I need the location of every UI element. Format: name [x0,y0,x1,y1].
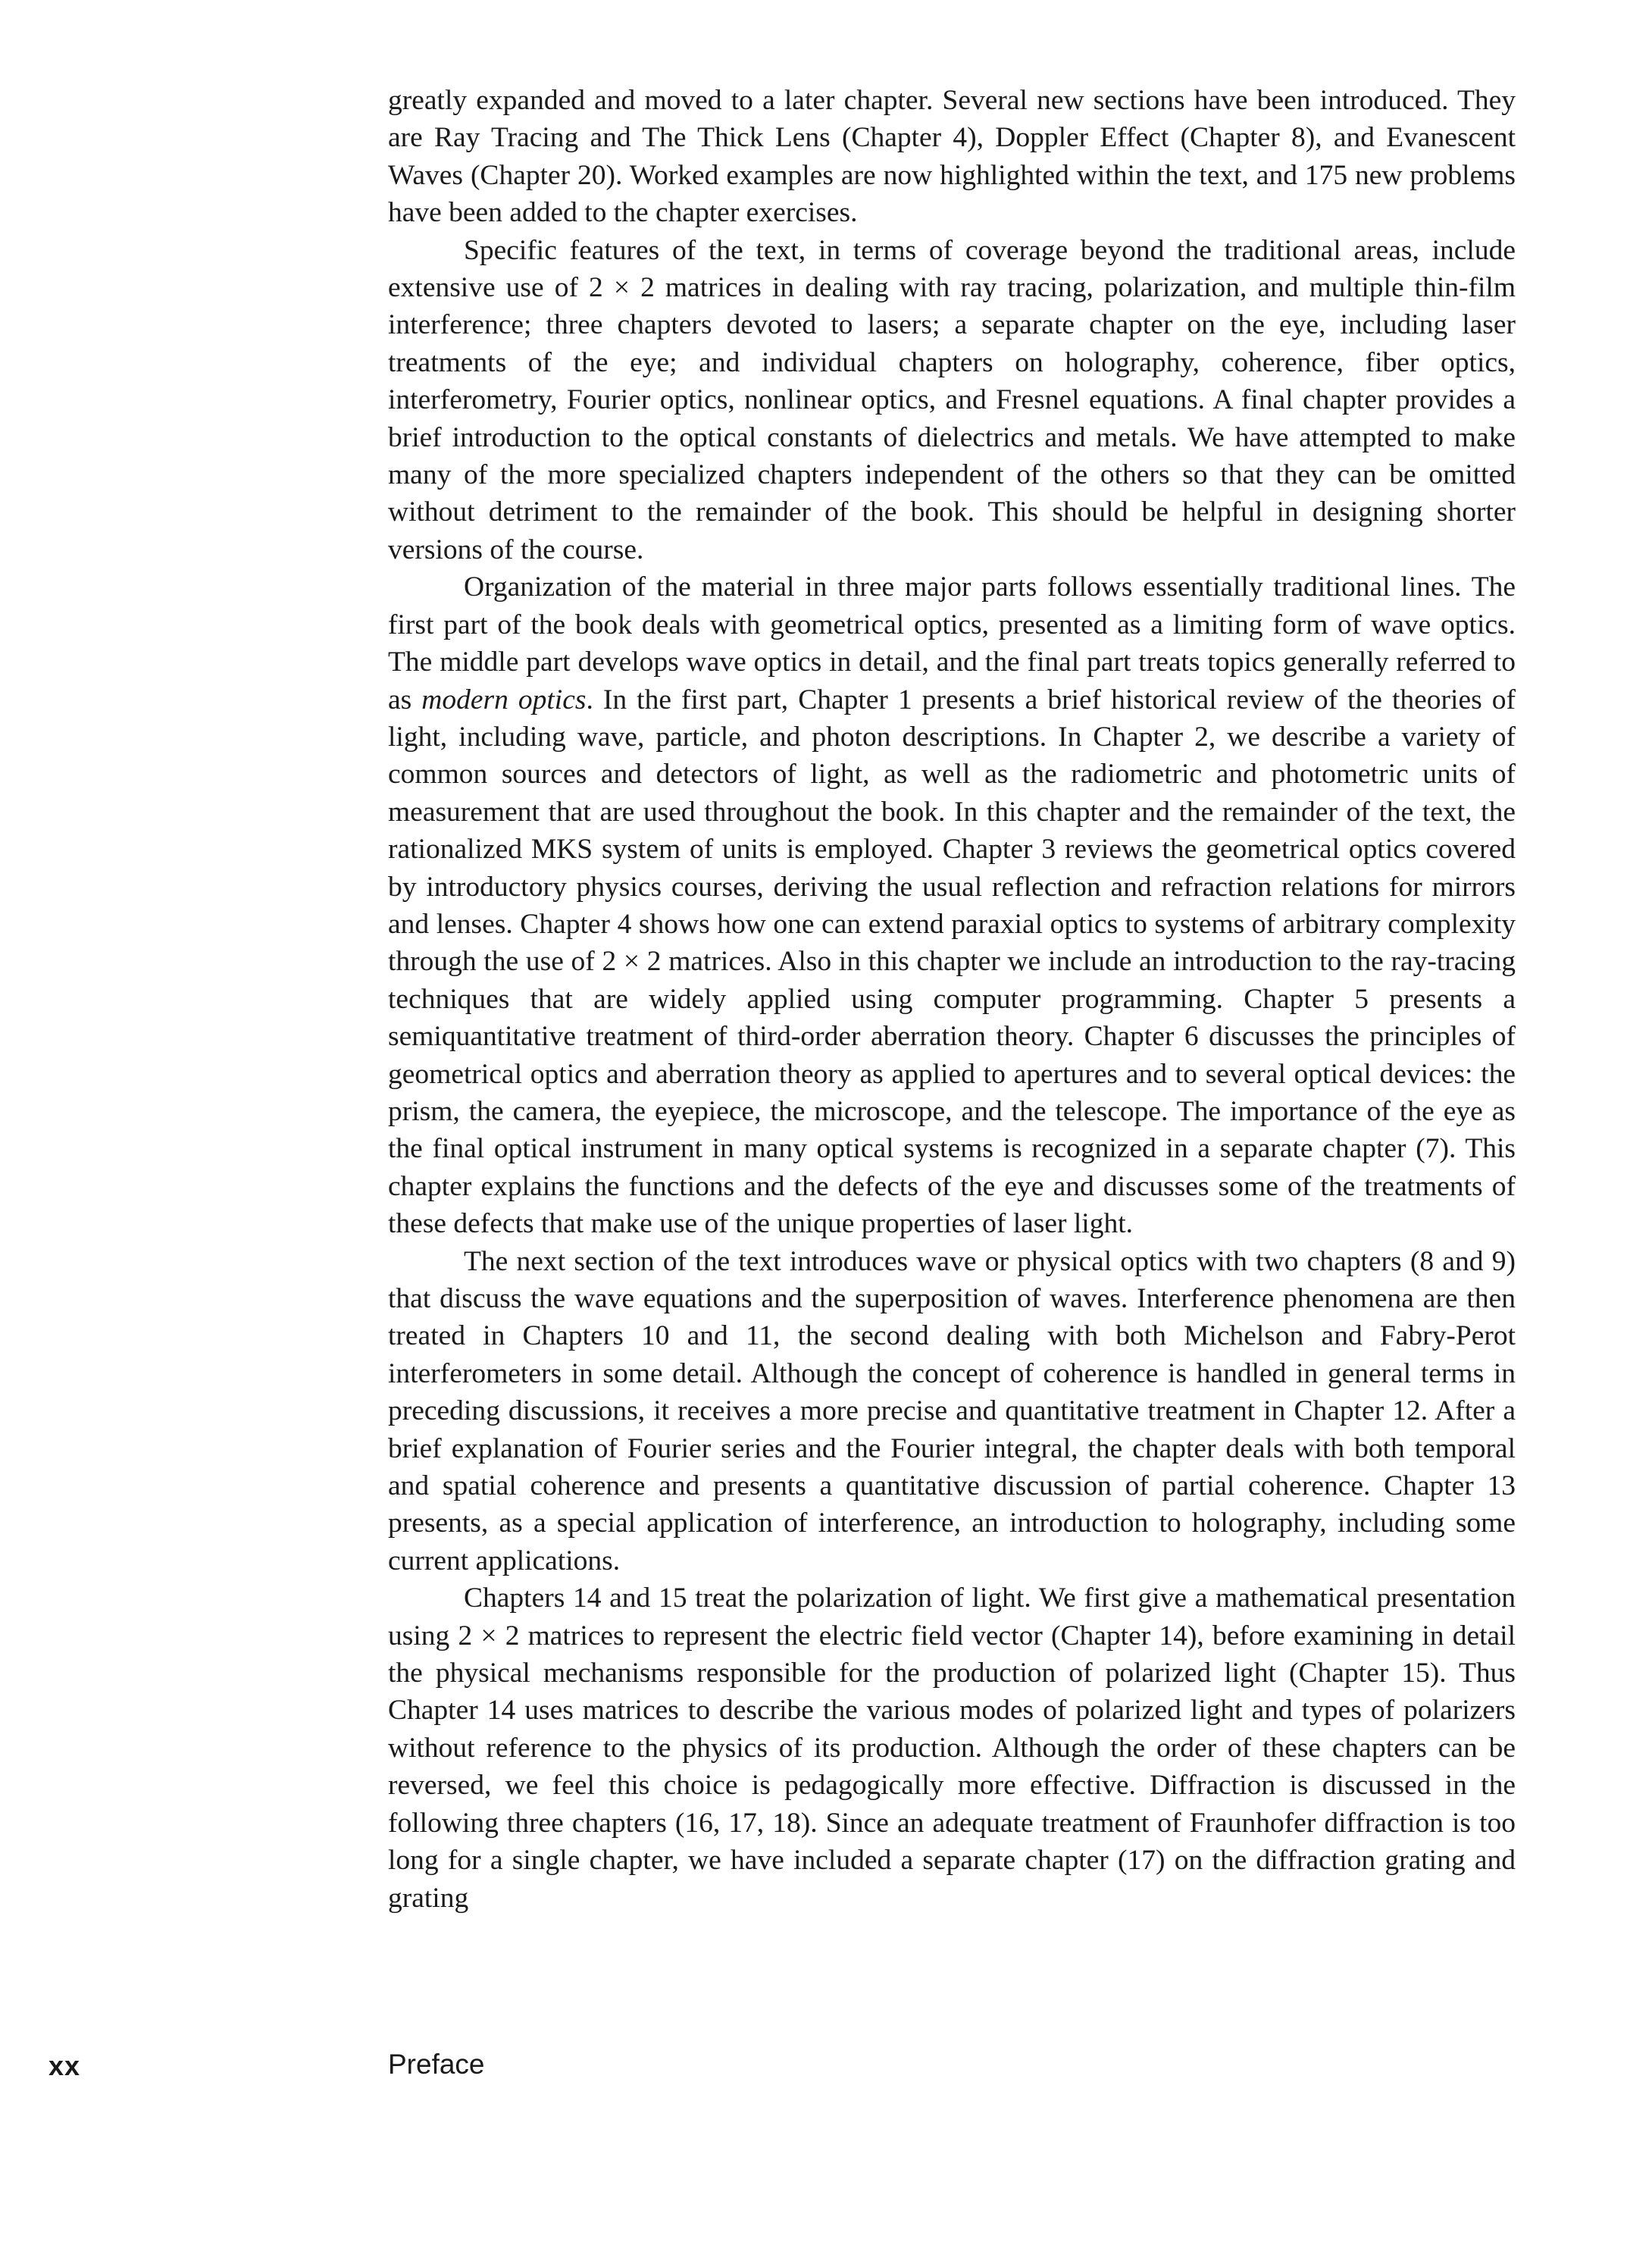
paragraph-3 [388,568,1516,1242]
paragraph-2: Specific features of the text, in terms of coverage beyond the traditional areas, include extensive use of 2 × 2 matrices in dealing with ray tracing, polarization, and multiple thin-film interference; three chapters devoted to lasers; a separate chapter on the eye, including laser treatments of the eye; and individual chapters on holography, coherence, fiber optics, interferometry, Fourier optics, nonlinear optics, and Fresnel equations. A final chapter provides a brief introduction to the optical constants of dielectrics and metals. We have attempted to make many of the more specialized chapters independent of the others so that they can be omitted without detriment to the remainder of the book. This should be helpful in designing shorter versions of the course. [388,234,1516,565]
paragraph-4: The next section of the text introduces wave or physical optics with two chapters (8 and 9) that discuss the wave equations and the superposition of waves. Interference phenomena are then treated in Chapters 10 and 11, the second dealing with both Michelson and Fabry-Perot interferometers in some detail. Although the concept of coherence is handled in general terms in preceding discussions, it receives a more precise and quantitative treatment in Chapter 12. After a brief explanation of Fourier series and the Fourier integral, the chapter deals with both temporal and spatial coherence and presents a quantitative discussion of partial coherence. Chapter 13 presents, as a special application of interference, an introduction to holography, including some current applications. [388,1245,1516,1576]
page-number: xx [48,2050,81,2081]
preface-body-text [388,82,1516,1917]
emphasis-modern-optics: modern optics [421,684,587,715]
running-footer-title: Preface [388,2049,485,2080]
paragraph-3-part-1: Organization of the material in three major parts follows essentially traditional lines. The first part of the book deals with geometrical optics, presented as a limiting form of wave optics. The middle part develops wave optics in detail, and the final part treats topics generally referred to as [388,571,1516,715]
paragraph-3-part-2: . In the first part, Chapter 1 presents a brief historical review of the theories of light, including wave, particle, and photon descriptions. In Chapter 2, we describe a variety of common sources and detectors of light, as well as the radiometric and photometric units of measurement that are used throughout the book. In this chapter and the remainder of the text, the rationalized MKS system of units is employed. Chapter 3 reviews the geometrical optics covered by introductory physics courses, deriving the usual reflection and refraction relations for mirrors and lenses. Chapter 4 shows how one can extend paraxial optics to systems of arbitrary complexity through the use of 2 × 2 matrices. Also in this chapter we include an introduction to the ray-tracing techniques that are widely applied using computer programming. Chapter 5 presents a semiquantitative treatment of third-order aberration theory. Chapter 6 discusses the principles of geometrical optics and aberration theory as applied to apertures and to several optical devices: the prism, the camera, the eyepiece, the microscope, and the telescope. The importance of the eye as the final optical instrument in many optical systems is recognized in a separate chapter (7). This chapter explains the functions and the defects of the eye and discusses some of the treatments of these defects that make use of the unique properties of laser light. [388,684,1516,1240]
paragraph-1: greatly expanded and moved to a later chapter. Several new sections have been introduced. They are Ray Tracing and The Thick Lens (Chapter 4), Doppler Effect (Chapter 8), and Evanescent Waves (Chapter 20). Worked examples are now highlighted within the text, and 175 new problems have been added to the chapter exercises. [388,85,1516,229]
paragraph-5: Chapters 14 and 15 treat the polarization of light. We first give a mathematical presentation using 2 × 2 matrices to represent the electric field vector (Chapter 14), before examining in detail the physical mechanisms responsible for the production of polarized light (Chapter 15). Thus Chapter 14 uses matrices to describe the various modes of polarized light and types of polarizers without reference to the physics of its production. Although the order of these chapters can be reversed, we feel this choice is pedagogically more effective. Diffraction is discussed in the following three chapters (16, 17, 18). Since an adequate treatment of Fraunhofer diffraction is too long for a single chapter, we have included a separate chapter (17) on the diffraction grating and grating [388,1583,1516,1914]
